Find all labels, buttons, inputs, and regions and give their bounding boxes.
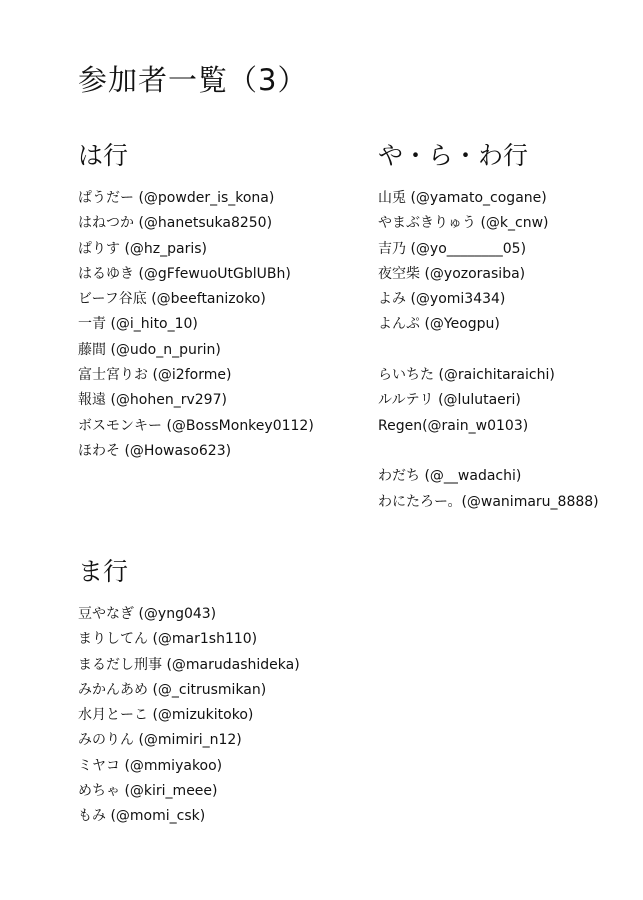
participant-entry: まりしてん (@mar1sh110) bbox=[78, 631, 258, 648]
section-ya-ra-wa-gyou bbox=[378, 140, 599, 515]
participant-entry: よんぷ (@Yeogpu) bbox=[378, 316, 500, 333]
participant-entry: ルルテリ (@lulutaeri) bbox=[378, 392, 521, 409]
section-ha-gyou bbox=[78, 140, 314, 464]
participant-entry: 山兎 (@yamato_cogane) bbox=[378, 190, 547, 206]
participant-entry: みかんあめ (@_citrusmikan) bbox=[78, 681, 267, 698]
participant-entry: ぱりす (@hz_paris) bbox=[78, 240, 208, 257]
participant-entry: はねつか (@hanetsuka8250) bbox=[78, 215, 273, 232]
group-spacer bbox=[378, 338, 599, 363]
section-heading: は行 bbox=[78, 141, 129, 170]
group-spacer bbox=[378, 439, 599, 464]
participant-entry: ミヤコ (@mmiyakoo) bbox=[78, 757, 223, 774]
participant-entry: わにたろー。(@wanimaru_8888) bbox=[378, 493, 599, 510]
participant-entry: みのりん (@mimiri_n12) bbox=[78, 732, 242, 749]
participant-entry: 吉乃 (@yo________05) bbox=[378, 240, 527, 257]
page-title: 参加者一覧（3） bbox=[78, 63, 308, 97]
section-ma-gyou bbox=[78, 556, 300, 830]
participant-entry: やまぶきりゅう (@k_cnw) bbox=[378, 215, 549, 232]
participant-entry: はるゆき (@gFfewuoUtGblUBh) bbox=[78, 265, 291, 282]
participant-entry: Regen(@rain_w0103) bbox=[378, 417, 529, 434]
participant-entry: らいちた (@raichitaraichi) bbox=[378, 367, 555, 384]
participant-entry: もみ (@momi_csk) bbox=[78, 808, 206, 825]
participant-entry: まるだし刑事 (@marudashideka) bbox=[78, 656, 300, 673]
participant-entry: よみ (@yomi3434) bbox=[378, 291, 506, 308]
section-heading: や・ら・わ行 bbox=[378, 141, 529, 170]
section-heading: ま行 bbox=[78, 557, 129, 586]
participant-entry: 藤間 (@udo_n_purin) bbox=[78, 341, 221, 358]
participant-entry: 豆やなぎ (@yng043) bbox=[78, 606, 217, 622]
participant-entry: 報遠 (@hohen_rv297) bbox=[78, 392, 227, 409]
participant-entry: ほわそ (@Howaso623) bbox=[78, 442, 232, 459]
participant-entry: 水月とーこ (@mizukitoko) bbox=[78, 707, 254, 724]
participant-entry: わだち (@__wadachi) bbox=[378, 468, 522, 485]
participant-entry: ボスモンキー (@BossMonkey0112) bbox=[78, 417, 314, 434]
participant-entry: 富士宮りお (@i2forme) bbox=[78, 367, 232, 384]
participant-entry: 夜空柴 (@yozorasiba) bbox=[378, 265, 526, 282]
participant-entry: めちゃ (@kiri_meee) bbox=[78, 783, 218, 800]
participant-entry: 一青 (@i_hito_10) bbox=[78, 316, 198, 333]
participant-entry: ビーフ谷底 (@beeftanizoko) bbox=[78, 291, 266, 308]
participant-entry: ぱうだー (@powder_is_kona) bbox=[78, 190, 275, 206]
